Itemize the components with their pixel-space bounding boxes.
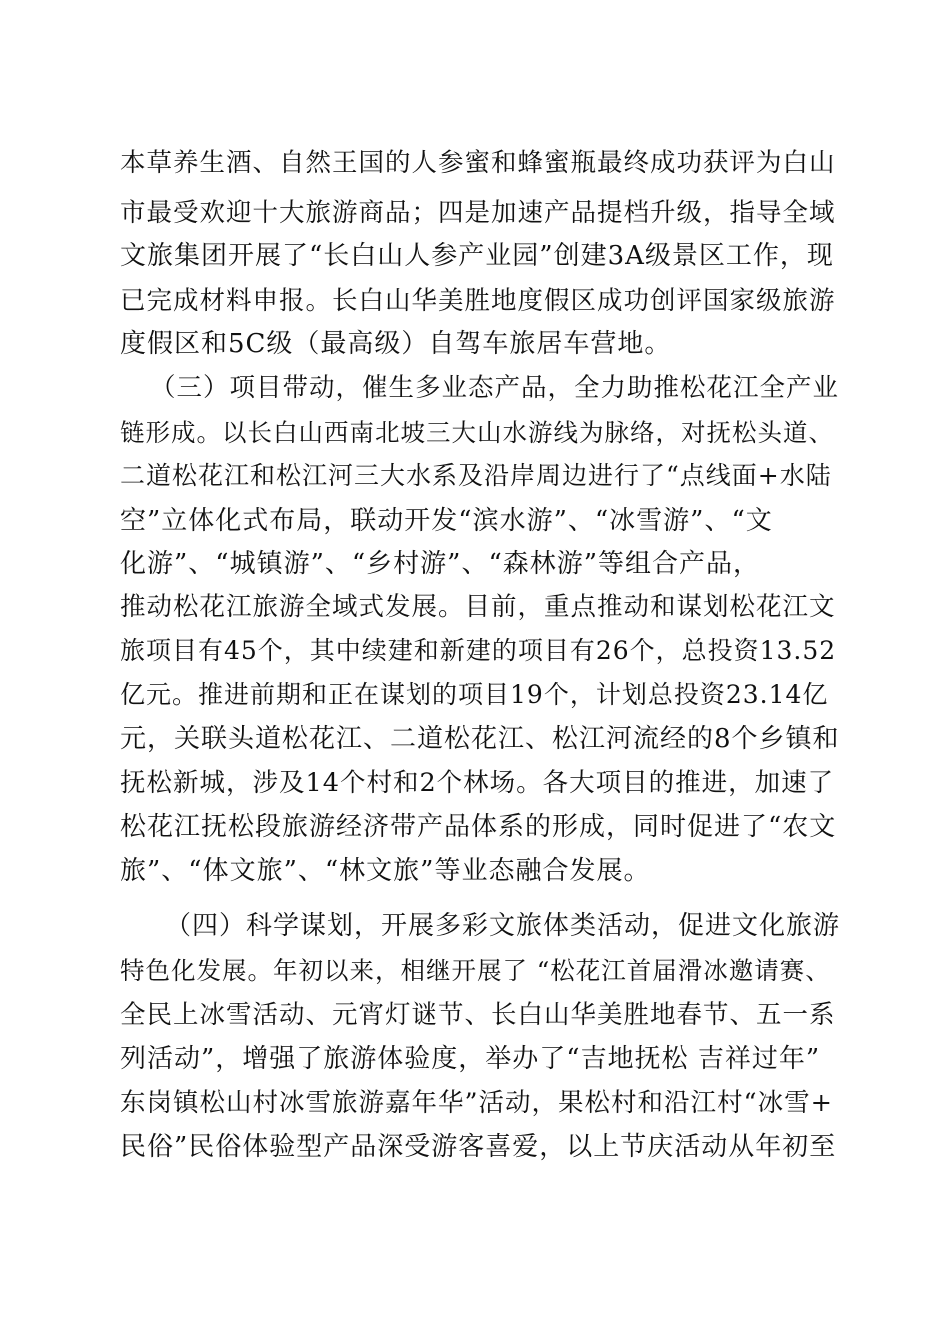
- text-line: 旅”、“体文旅”、“林文旅”等业态融合发展。: [120, 856, 651, 886]
- text-line: 二道松花江和松江河三大水系及沿岸周边进行了“点线面+水陆: [120, 461, 832, 490]
- text-line: 已完成材料申报。长白山华美胜地度假区成功创评国家级旅游: [120, 286, 836, 316]
- text-line: 市最受欢迎十大旅游商品；四是加速产品提档升级，指导全域: [120, 198, 836, 228]
- text-line: 列活动”，增强了旅游体验度，举办了“吉地抚松 吉祥过年”: [120, 1044, 821, 1074]
- text-line: 全民上冰雪活动、元宵灯谜节、长白山华美胜地春节、五一系: [120, 1000, 836, 1030]
- text-line: 链形成。以长白山西南北坡三大山水游线为脉络，对抚松头道、: [120, 418, 834, 447]
- text-line: 松花江抚松段旅游经济带产品体系的形成，同时促进了“农文: [120, 812, 837, 842]
- section-heading-4: （四）科学谋划，开展多彩文旅体类活动，促进文化旅游: [165, 911, 841, 941]
- text-line: 本草养生酒、自然王国的人参蜜和蜂蜜瓶最终成功获评为白山: [120, 148, 836, 178]
- text-line: 化游”、“城镇游”、“乡村游”、“森林游”等组合产品，: [120, 549, 761, 579]
- text-line: 东岗镇松山村冰雪旅游嘉年华”活动，果松村和沿江村“冰雪+: [120, 1088, 833, 1118]
- section-heading-3: （三）项目带动，催生多业态产品，全力助推松花江全产业: [150, 373, 840, 403]
- text-line: 民俗”民俗体验型产品深受游客喜爱，以上节庆活动从年初至: [120, 1132, 837, 1162]
- text-line: 空”立体化式布局，联动开发“滨水游”、“冰雪游”、“文: [120, 506, 773, 536]
- text-line: 推动松花江旅游全域式发展。目前，重点推动和谋划松花江文: [120, 592, 836, 622]
- text-line: 旅项目有45个，其中续建和新建的项目有26个，总投资13.52: [120, 636, 837, 665]
- text-line: 特色化发展。年初以来，相继开展了 “松花江首届滑冰邀请赛、: [120, 956, 831, 985]
- text-line: 文旅集团开展了“长白山人参产业园”创建3A级景区工作，现: [120, 241, 834, 271]
- text-line: 亿元。推进前期和正在谋划的项目19个，计划总投资23.14亿: [120, 680, 829, 709]
- text-line: 度假区和5C级（最高级）自驾车旅居车营地。: [120, 329, 672, 359]
- text-line: 元，关联头道松花江、二道松花江、松江河流经的8个乡镇和: [120, 724, 840, 754]
- text-line: 抚松新城，涉及14个村和2个林场。各大项目的推进，加速了: [120, 768, 835, 798]
